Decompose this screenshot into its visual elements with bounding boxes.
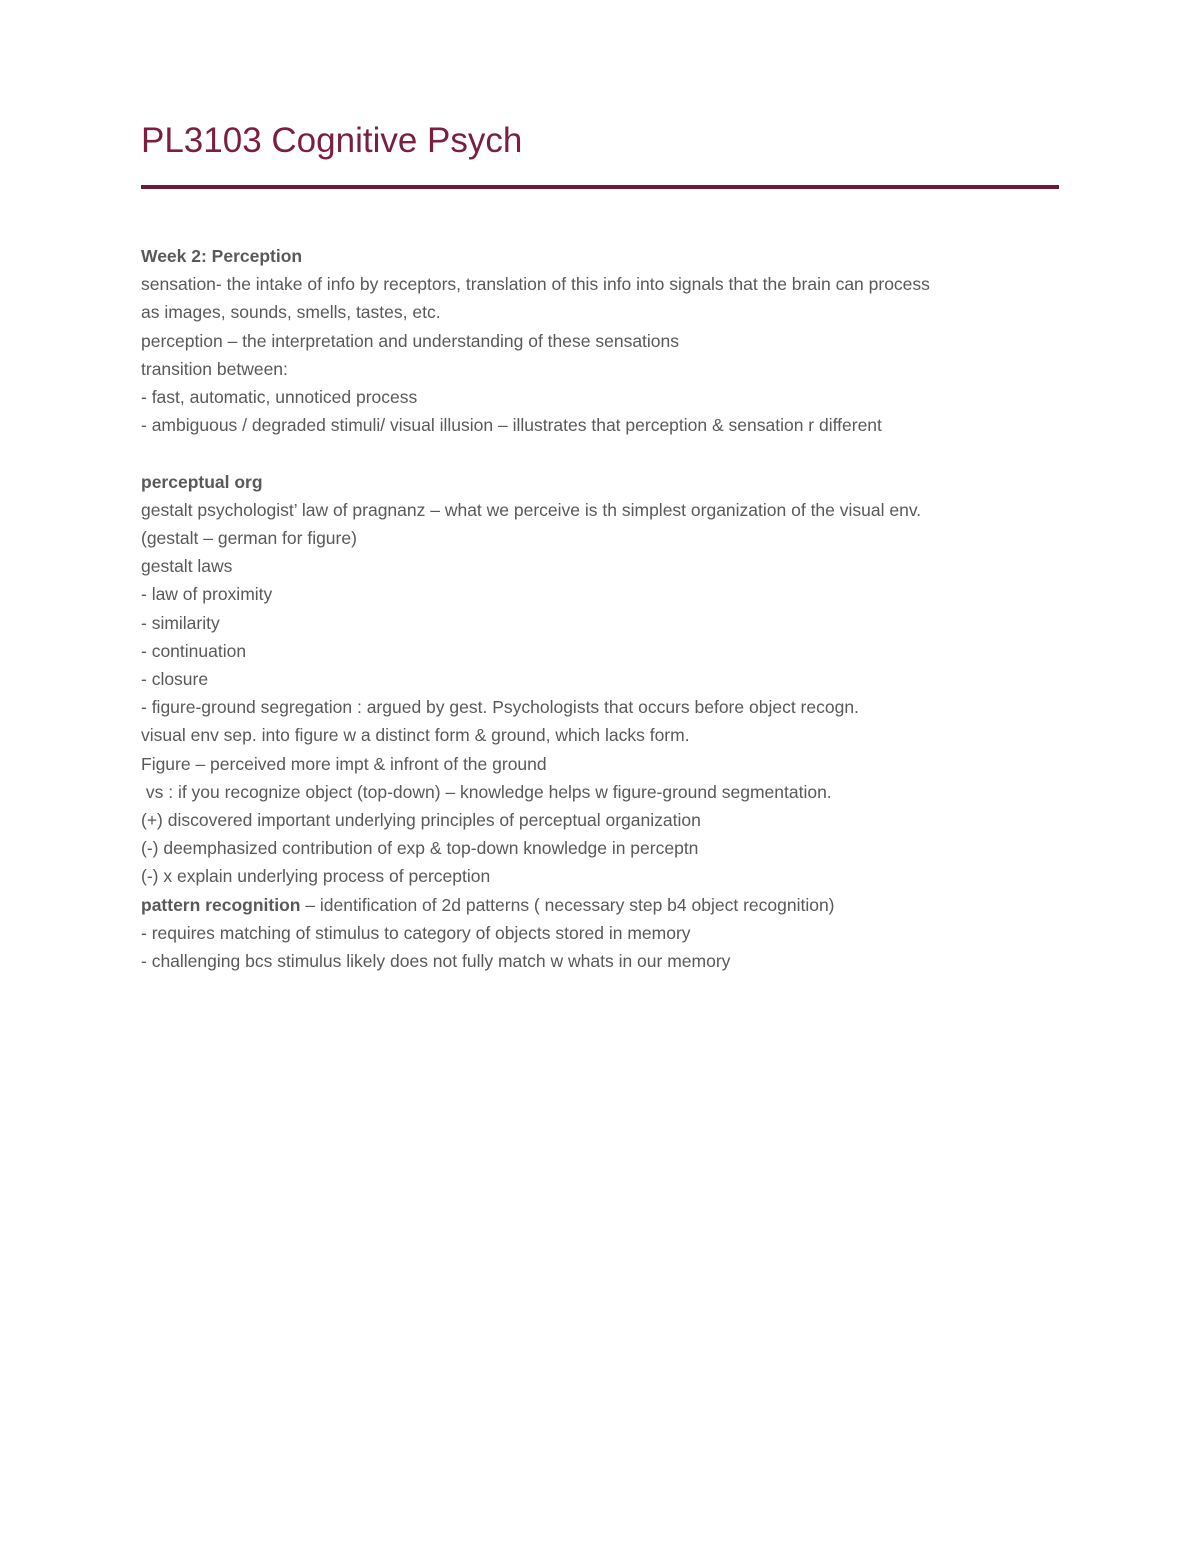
list-item: - law of proximity	[141, 584, 273, 605]
text-line: transition between:	[141, 358, 288, 379]
list-item: - ambiguous / degraded stimuli/ visual illusion – illustrates that perception & sensation r different	[141, 415, 882, 436]
title-divider	[141, 185, 1059, 189]
list-item: - closure	[141, 669, 209, 690]
document-body	[141, 242, 1061, 975]
document-title: PL3103 Cognitive Psych	[141, 121, 523, 160]
section-heading-perceptual-org: perceptual org	[141, 471, 263, 492]
paragraph-spacer	[141, 439, 1061, 467]
text-line: vs : if you recognize object (top-down) – knowledge helps w figure-ground segmentation.	[141, 781, 832, 802]
pattern-recognition-line	[141, 891, 1061, 919]
text-line: visual env sep. into figure w a distinct form & ground, which lacks form.	[141, 725, 690, 746]
text-line: sensation- the intake of info by receptors, translation of this info into signals that the brain can process	[141, 274, 930, 295]
pattern-recognition-term: pattern recognition	[141, 894, 301, 915]
text-line: gestalt psychologist’ law of pragnanz – what we perceive is th simplest organization of the visual env.	[141, 499, 922, 520]
list-item: - challenging bcs stimulus likely does not fully match w whats in our memory	[141, 951, 731, 972]
list-item: - similarity	[141, 612, 220, 633]
text-line: as images, sounds, smells, tastes, etc.	[141, 302, 441, 323]
text-line: Figure – perceived more impt & infront of the ground	[141, 753, 547, 774]
text-line: gestalt laws	[141, 556, 233, 577]
text-line: perception – the interpretation and understanding of these sensations	[141, 330, 680, 351]
list-item: - fast, automatic, unnoticed process	[141, 387, 418, 408]
list-item: - requires matching of stimulus to category of objects stored in memory	[141, 922, 691, 943]
text-line: (-) x explain underlying process of perception	[141, 866, 491, 887]
list-item: - figure-ground segregation : argued by gest. Psychologists that occurs before object recogn.	[141, 697, 859, 718]
text-line: (gestalt – german for figure)	[141, 528, 357, 549]
text-line: (-) deemphasized contribution of exp & top-down knowledge in perceptn	[141, 838, 699, 859]
pattern-recognition-definition: – identification of 2d patterns ( necessary step b4 object recognition)	[300, 894, 835, 915]
list-item: - continuation	[141, 640, 247, 661]
text-line: (+) discovered important underlying principles of perceptual organization	[141, 810, 701, 831]
section-heading-week2: Week 2: Perception	[141, 246, 303, 266]
